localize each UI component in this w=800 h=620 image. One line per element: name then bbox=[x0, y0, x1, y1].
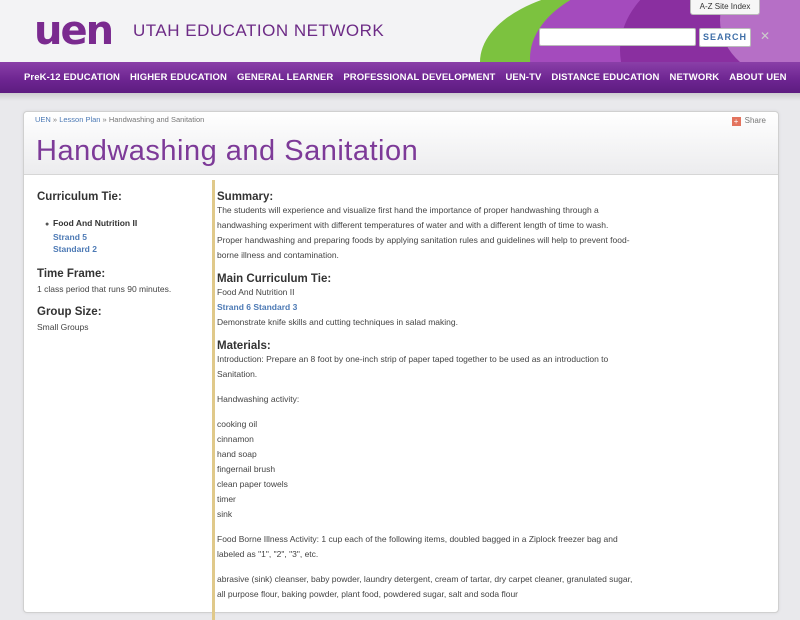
standard-link[interactable]: Standard 2 bbox=[53, 244, 97, 254]
materials-heading: Materials: bbox=[217, 340, 271, 352]
nav-item-network[interactable]: NETWORK bbox=[669, 72, 720, 83]
title-band bbox=[24, 112, 778, 175]
nav-shadow bbox=[0, 93, 800, 101]
handwashing-materials-list bbox=[217, 417, 687, 522]
site-header bbox=[0, 0, 800, 62]
main-nav bbox=[0, 62, 800, 93]
az-site-index-link[interactable]: A-Z Site Index bbox=[690, 0, 760, 15]
site-name[interactable]: UTAH EDUCATION NETWORK bbox=[133, 21, 385, 40]
nav-item-prek12[interactable]: PreK-12 EDUCATION bbox=[24, 72, 121, 83]
curriculum-tie-list bbox=[37, 217, 202, 255]
curriculum-tie-heading: Curriculum Tie: bbox=[37, 191, 122, 203]
curriculum-tie-section bbox=[37, 191, 202, 255]
main-curriculum-course: Food And Nutrition II bbox=[217, 287, 295, 297]
share-label: Share bbox=[744, 116, 766, 125]
nav-item-general-learner[interactable]: GENERAL LEARNER bbox=[236, 72, 334, 83]
nav-item-higher-education[interactable]: HIGHER EDUCATION bbox=[130, 72, 227, 83]
strand-standard-link[interactable]: Strand 6 Standard 3 bbox=[217, 302, 298, 312]
clear-search-icon[interactable]: ✕ bbox=[760, 29, 771, 43]
strand-link[interactable]: Strand 5 bbox=[53, 232, 88, 242]
time-frame-text: 1 class period that runs 90 minutes. bbox=[37, 284, 172, 294]
nav-item-professional-development[interactable]: PROFESSIONAL DEVELOPMENT bbox=[343, 72, 496, 83]
summary-text bbox=[217, 203, 687, 263]
list-item: fingernail brush bbox=[217, 464, 276, 474]
main-content bbox=[217, 191, 687, 602]
main-curriculum-text: Demonstrate knife skills and cutting techniques in salad making. bbox=[217, 317, 458, 327]
nav-item-distance-education[interactable]: DISTANCE EDUCATION bbox=[551, 72, 660, 83]
nav-item-about-uen[interactable]: ABOUT UEN bbox=[729, 72, 787, 83]
breadcrumb-current: Handwashing and Sanitation bbox=[108, 115, 205, 124]
column-divider bbox=[212, 180, 215, 620]
materials-intro-line: Introduction: Prepare an 8 foot by one-inch strip of paper taped together to be used as an introduction to bbox=[217, 354, 609, 364]
breadcrumb bbox=[35, 115, 204, 124]
foodborne-activity-text bbox=[217, 532, 687, 562]
uen-logo[interactable]: uen bbox=[34, 8, 113, 54]
time-frame-section bbox=[37, 268, 202, 294]
bullet-icon: ● bbox=[45, 221, 50, 228]
summary-heading: Summary: bbox=[217, 191, 274, 203]
list-item: timer bbox=[217, 494, 236, 504]
list-item: cinnamon bbox=[217, 434, 254, 444]
breadcrumb-separator: » bbox=[100, 115, 109, 124]
group-size-text: Small Groups bbox=[37, 322, 89, 332]
list-item bbox=[45, 217, 202, 231]
group-size-section bbox=[37, 306, 202, 332]
list-item: hand soap bbox=[217, 449, 257, 459]
summary-line: handwashing experiment with different temperatures of water and with a different length of time to wash. bbox=[217, 220, 609, 230]
materials-intro-line: Sanitation. bbox=[217, 369, 258, 379]
abrasive-line: abrasive (sink) cleanser, baby powder, laundry detergent, cream of tartar, dry carpet cleaner, granulated sugar, bbox=[217, 574, 633, 584]
list-item bbox=[45, 231, 202, 243]
abrasive-items-text bbox=[217, 572, 687, 602]
materials-intro bbox=[217, 352, 687, 382]
group-size-heading: Group Size: bbox=[37, 306, 102, 318]
plus-icon: + bbox=[732, 117, 741, 126]
share-button[interactable] bbox=[732, 116, 766, 126]
foodborne-line: Food Borne Illness Activity: 1 cup each of the following items, doubled bagged in a Ziplock freezer bag and bbox=[217, 534, 618, 544]
list-item: cooking oil bbox=[217, 419, 258, 429]
summary-line: borne illness and contamination. bbox=[217, 250, 339, 260]
abrasive-line: all purpose flour, baking powder, plant food, powdered sugar, salt and soda flour bbox=[217, 589, 519, 599]
nav-item-uen-tv[interactable]: UEN-TV bbox=[505, 72, 542, 83]
breadcrumb-separator: » bbox=[50, 115, 60, 124]
page-title: Handwashing and Sanitation bbox=[36, 135, 419, 167]
search-input[interactable] bbox=[539, 28, 696, 46]
list-item: sink bbox=[217, 509, 233, 519]
main-curriculum-tie-heading: Main Curriculum Tie: bbox=[217, 273, 332, 285]
search-button[interactable]: SEARCH bbox=[699, 28, 751, 47]
course-name: Food And Nutrition II bbox=[53, 218, 138, 228]
handwashing-label: Handwashing activity: bbox=[217, 394, 300, 404]
list-item bbox=[45, 243, 202, 255]
content-panel bbox=[23, 111, 779, 613]
breadcrumb-uen[interactable]: UEN bbox=[35, 115, 51, 124]
summary-line: The students will experience and visualize first hand the importance of proper handwashing through a bbox=[217, 205, 599, 215]
time-frame-heading: Time Frame: bbox=[37, 268, 106, 280]
summary-line: Proper handwashing and preparing foods by applying sanitation rules and guidelines will help to prevent food- bbox=[217, 235, 630, 245]
sidebar bbox=[37, 191, 202, 332]
list-item: clean paper towels bbox=[217, 479, 288, 489]
breadcrumb-lesson-plan[interactable]: Lesson Plan bbox=[59, 115, 101, 124]
foodborne-line: labeled as "1", "2", "3", etc. bbox=[217, 549, 319, 559]
